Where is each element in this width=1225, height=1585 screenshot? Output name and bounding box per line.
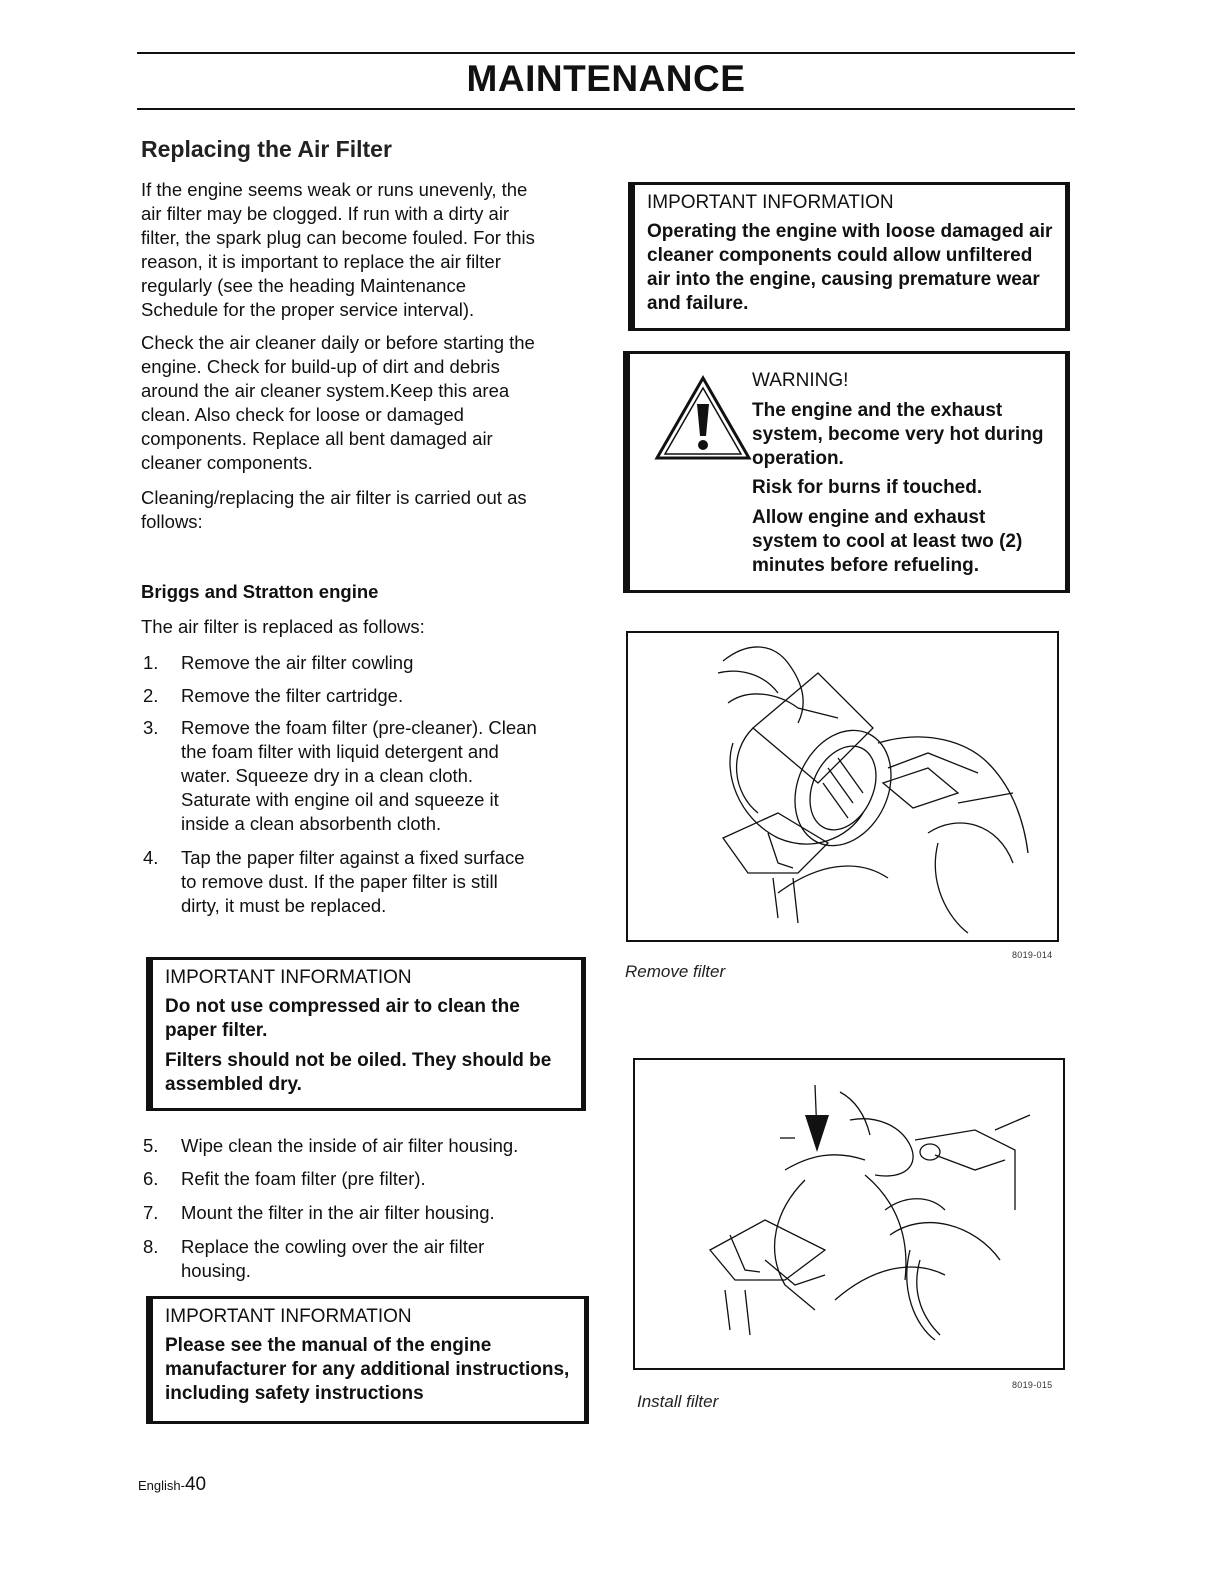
step-number: 3. xyxy=(143,717,159,738)
section-heading: Replacing the Air Filter xyxy=(141,136,392,162)
info-box-heading: IMPORTANT INFORMATION xyxy=(165,967,412,988)
important-info-box-air-cleaner xyxy=(628,182,1070,331)
info-box-line: Do not use compressed air to clean the paper filter. xyxy=(165,996,520,1041)
figure-caption: Install filter xyxy=(637,1392,719,1411)
intro-paragraph-3: Cleaning/replacing the air filter is carried out as follows: xyxy=(141,487,527,532)
step-text: Wipe clean the inside of air filter housing. xyxy=(181,1135,519,1156)
step-text: Mount the filter in the air filter housing. xyxy=(181,1202,495,1223)
step-text: Replace the cowling over the air filter housing. xyxy=(181,1236,485,1281)
step-text: Remove the foam filter (pre-cleaner). Clean the foam filter with liquid detergent and water. Squeeze dry in a clean cloth. Saturate with engine oil and squeeze it inside a clean absorbenth cloth. xyxy=(181,717,537,834)
install-filter-illustration xyxy=(635,1060,1063,1368)
header-rule-bottom xyxy=(137,108,1075,110)
step-number: 1. xyxy=(143,652,159,673)
step-text: Remove the filter cartridge. xyxy=(181,685,404,706)
warning-line: Allow engine and exhaust system to cool at least two (2) minutes before refueling. xyxy=(752,507,1023,576)
remove-filter-illustration xyxy=(628,633,1057,940)
figure-code: 8019-015 xyxy=(1012,1380,1053,1390)
step-number: 7. xyxy=(143,1202,159,1223)
figure-remove-filter xyxy=(626,631,1059,942)
header-rule-top xyxy=(137,52,1075,54)
steps-intro: The air filter is replaced as follows: xyxy=(141,616,425,637)
step-text: Remove the air filter cowling xyxy=(181,652,414,673)
info-box-line: Please see the manual of the engine manufacturer for any additional instructions, including safety instructions xyxy=(165,1335,570,1404)
step-number: 5. xyxy=(143,1135,159,1156)
step-text: Refit the foam filter (pre filter). xyxy=(181,1168,426,1189)
figure-caption: Remove filter xyxy=(625,962,726,981)
step-number: 4. xyxy=(143,847,159,868)
page-title: MAINTENANCE xyxy=(466,58,746,99)
warning-line: Risk for burns if touched. xyxy=(752,477,983,498)
info-box-heading: IMPORTANT INFORMATION xyxy=(647,192,894,213)
figure-code: 8019-014 xyxy=(1012,950,1053,960)
warning-triangle-icon xyxy=(653,374,753,464)
engine-subheading: Briggs and Stratton engine xyxy=(141,581,379,602)
step-number: 2. xyxy=(143,685,159,706)
important-info-box-filter xyxy=(146,957,586,1111)
warning-heading: WARNING! xyxy=(752,370,849,391)
figure-install-filter xyxy=(633,1058,1065,1370)
intro-paragraph-1: If the engine seems weak or runs unevenly, the air filter may be clogged. If run with a dirty air filter, the spark plug can become fouled. For this reason, it is important to replace the air filter regularly (see the heading Maintenance Schedule for the proper service interval). xyxy=(141,179,535,320)
page-footer xyxy=(138,1474,206,1496)
warning-box xyxy=(623,351,1070,593)
step-text: Tap the paper filter against a fixed surface to remove dust. If the paper filter is still dirty, it must be replaced. xyxy=(181,847,525,916)
info-box-line: Filters should not be oiled. They should be assembled dry. xyxy=(165,1050,552,1095)
info-box-heading: IMPORTANT INFORMATION xyxy=(165,1306,412,1327)
footer-language: English- xyxy=(138,1478,185,1493)
step-number: 6. xyxy=(143,1168,159,1189)
footer-page-number: 40 xyxy=(184,1474,207,1495)
important-info-box-manufacturer xyxy=(146,1296,589,1424)
info-box-line: Operating the engine with loose damaged air cleaner components could allow unfiltered air into the engine, causing premature wear and failure. xyxy=(647,221,1053,314)
step-number: 8. xyxy=(143,1236,159,1257)
intro-paragraph-2: Check the air cleaner daily or before starting the engine. Check for build-up of dirt and debris around the air cleaner system.Keep this area clean. Also check for loose or damaged components. Replace all bent damaged air cleaner components. xyxy=(141,332,535,473)
warning-line: The engine and the exhaust system, become very hot during operation. xyxy=(752,400,1044,469)
